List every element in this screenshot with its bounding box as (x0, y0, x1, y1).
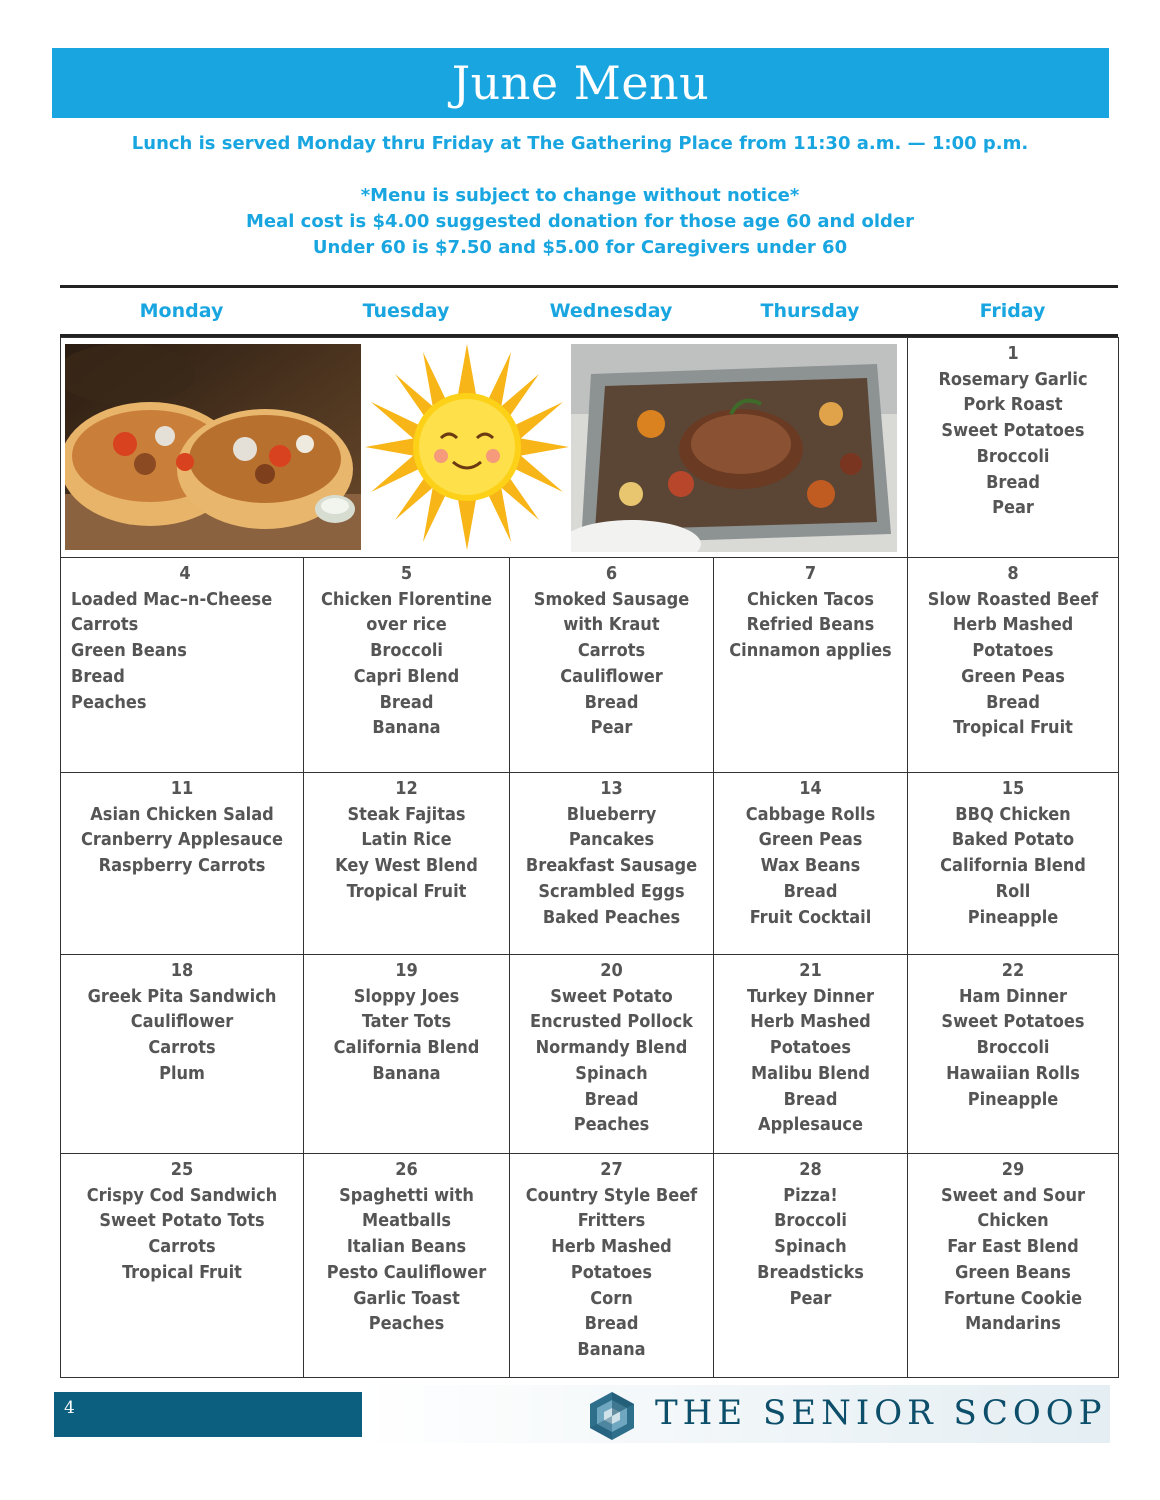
day-cell-28 (714, 1154, 908, 1378)
menu-item: Tropical Fruit (953, 717, 1073, 739)
day-number: 26 (395, 1159, 418, 1180)
menu-item: Applesauce (758, 1114, 863, 1136)
menu-notice-block (0, 183, 1160, 261)
menu-item: Scrambled Eggs (538, 880, 685, 902)
menu-item: Pear (992, 497, 1034, 519)
menu-item: Turkey Dinner (746, 985, 875, 1007)
menu-item: Potatoes (972, 640, 1054, 662)
menu-item: BBQ Chicken (955, 803, 1071, 825)
day-cell-4 (61, 558, 304, 773)
menu-item: Bread (584, 1313, 639, 1335)
menu-item: Pizza! (783, 1184, 838, 1206)
menu-item: Raspberry Carrots (98, 855, 266, 877)
menu-item: Roll (995, 880, 1031, 902)
menu-item: Fritters (577, 1210, 646, 1232)
menu-item: with Kraut (563, 614, 660, 636)
menu-item: Baked Peaches (542, 906, 681, 928)
menu-item: Potatoes (769, 1037, 852, 1059)
day-number: 22 (1001, 960, 1025, 981)
menu-item: California Blend (940, 855, 1086, 877)
menu-item: Green Beans (71, 640, 187, 662)
food-images-cell (61, 338, 908, 558)
weekday-monday: Monday (139, 300, 224, 322)
menu-item: Bread (584, 691, 639, 713)
weekday-thursday: Thursday (760, 300, 860, 322)
day-number: 11 (170, 778, 194, 799)
menu-item: Sweet and Sour (941, 1184, 1085, 1206)
menu-item: Meatballs (361, 1210, 452, 1232)
menu-item: Banana (372, 717, 441, 739)
menu-item: Garlic Toast (353, 1287, 460, 1309)
menu-item: Corn (590, 1287, 633, 1309)
menu-item: Carrots (71, 614, 139, 636)
day-number: 19 (395, 960, 418, 981)
weekday-wednesday: Wednesday (549, 300, 673, 322)
day-cell-5 (304, 558, 510, 773)
menu-item: Pear (590, 717, 633, 739)
day-number: 8 (1007, 563, 1019, 584)
menu-item: Carrots (577, 640, 646, 662)
week-row-3 (61, 955, 1119, 1154)
week-row-1 (61, 558, 1119, 773)
day-cell-7 (714, 558, 908, 773)
menu-item: Pork Roast (963, 394, 1063, 416)
menu-item: Key West Blend (335, 855, 478, 877)
menu-item: Banana (372, 1062, 441, 1084)
menu-item: Spinach (575, 1062, 648, 1084)
menu-item: Banana (577, 1338, 646, 1360)
menu-item: Herb Mashed (551, 1236, 672, 1258)
menu-item: Sweet Potato Tots (99, 1210, 265, 1232)
menu-item: Steak Fajitas (347, 803, 466, 825)
menu-item: Green Peas (758, 829, 863, 851)
day-number: 6 (605, 563, 618, 584)
menu-item: Breadsticks (757, 1261, 864, 1283)
menu-item: Broccoli (774, 1210, 847, 1232)
weekday-tuesday: Tuesday (362, 300, 450, 322)
menu-item: Fruit Cocktail (749, 906, 872, 928)
week-row-2 (61, 773, 1119, 955)
day-number: 15 (1001, 778, 1025, 799)
menu-item: Malibu Blend (751, 1062, 870, 1084)
menu-item: Bread (783, 1088, 838, 1110)
day-cell-13 (510, 773, 714, 955)
menu-change-notice: *Menu is subject to change without notice* (360, 185, 800, 206)
menu-item: Encrusted Pollock (530, 1011, 693, 1033)
menu-item: Ham Dinner (958, 985, 1068, 1007)
day-cell-15 (908, 773, 1119, 955)
day-number: 4 (179, 563, 191, 584)
meal-cost-60-plus: Meal cost is $4.00 suggested donation for those age 60 and older (245, 211, 915, 232)
menu-item: Pancakes (568, 829, 655, 851)
menu-item: Bread (379, 691, 434, 713)
menu-item: Capri Blend (353, 665, 460, 687)
day-cell-8 (908, 558, 1119, 773)
meal-cost-under-60: Under 60 is $7.50 and $5.00 for Caregivers under 60 (312, 237, 848, 258)
menu-item: Refried Beans (746, 614, 875, 636)
menu-item: Sloppy Joes (353, 985, 460, 1007)
menu-item: Spaghetti with (339, 1184, 474, 1206)
menu-item: Broccoli (976, 1037, 1050, 1059)
gyro-tacos-photo (65, 344, 361, 550)
menu-item: Fortune Cookie (943, 1287, 1083, 1309)
week-row-0 (61, 338, 1119, 558)
menu-item: Green Beans (955, 1261, 1071, 1283)
menu-item: Breakfast Sausage (525, 855, 698, 877)
day-cell-19 (304, 955, 510, 1154)
day-cell-1 (908, 338, 1119, 558)
day-cell-20 (510, 955, 714, 1154)
menu-item: Cabbage Rolls (745, 803, 876, 825)
menu-item: Crispy Cod Sandwich (86, 1184, 278, 1206)
menu-item: Country Style Beef (525, 1184, 698, 1206)
menu-item: Baked Potato (951, 829, 1075, 851)
menu-item: Pear (789, 1287, 832, 1309)
weekday-friday: Friday (979, 300, 1046, 322)
menu-item: Chicken Tacos (746, 588, 874, 610)
menu-item: Far East Blend (947, 1236, 1079, 1258)
menu-item: Smoked Sausage (533, 588, 690, 610)
menu-item: Rosemary Garlic (938, 368, 1088, 390)
day-cell-18 (61, 955, 304, 1154)
day-number: 27 (600, 1159, 623, 1180)
week-row-4 (61, 1154, 1119, 1378)
menu-item: Herb Mashed (952, 614, 1074, 636)
day-cell-14 (714, 773, 908, 955)
page-number-bar (54, 1392, 362, 1437)
menu-item: Bread (584, 1088, 639, 1110)
day-number: 14 (799, 778, 822, 799)
day-number: 20 (600, 960, 623, 981)
menu-item: Spinach (774, 1236, 847, 1258)
menu-item: Plum (159, 1062, 205, 1084)
menu-item: California Blend (333, 1037, 480, 1059)
menu-item: Tater Tots (361, 1011, 452, 1033)
menu-item: Greek Pita Sandwich (87, 985, 277, 1007)
menu-item: Cauliflower (130, 1011, 234, 1033)
day-number: 29 (1001, 1159, 1025, 1180)
menu-item: Peaches (573, 1114, 650, 1136)
page-number: 4 (64, 1398, 75, 1418)
day-cell-12 (304, 773, 510, 955)
menu-item: Italian Beans (346, 1236, 467, 1258)
smiling-sun-clipart (361, 340, 573, 554)
menu-item: Bread (783, 880, 838, 902)
menu-item: over rice (366, 614, 447, 636)
day-number: 18 (170, 960, 194, 981)
menu-item: Broccoli (976, 445, 1050, 467)
brand-name: THE SENIOR SCOOP (655, 1393, 1107, 1433)
menu-item: Herb Mashed (750, 1011, 871, 1033)
day-cell-6 (510, 558, 714, 773)
day-cell-21 (714, 955, 908, 1154)
day-cell-26 (304, 1154, 510, 1378)
day-number: 7 (804, 563, 817, 584)
day-number: 12 (395, 778, 418, 799)
menu-item: Chicken (977, 1210, 1049, 1232)
menu-item: Bread (986, 471, 1040, 493)
day-number: 5 (400, 563, 413, 584)
menu-item: Bread (71, 665, 125, 687)
menu-item: Green Peas (961, 665, 1065, 687)
menu-item: Cinnamon applies (729, 640, 892, 662)
menu-grid (60, 337, 1119, 1378)
day-number: 21 (799, 960, 822, 981)
day-cell-25 (61, 1154, 304, 1378)
lunch-hours-text: Lunch is served Monday thru Friday at The Gathering Place from 11:30 a.m. — 1:00 p.m. (131, 133, 1029, 154)
menu-item: Loaded Mac–n-Cheese (71, 588, 273, 610)
menu-item: Sweet Potatoes (941, 420, 1085, 442)
menu-item: Pesto Cauliflower (326, 1261, 487, 1283)
menu-item: Pineapple (967, 1088, 1059, 1110)
menu-item: Cranberry Applesauce (80, 829, 283, 851)
menu-item: Normandy Blend (535, 1037, 688, 1059)
menu-item: Blueberry (566, 803, 657, 825)
menu-item: Tropical Fruit (346, 880, 467, 902)
day-cell-27 (510, 1154, 714, 1378)
menu-item: Carrots (148, 1236, 216, 1258)
day-cell-29 (908, 1154, 1119, 1378)
menu-item: Cauliflower (560, 665, 663, 687)
menu-item: Pineapple (967, 906, 1059, 928)
menu-item: Peaches (368, 1313, 445, 1335)
day-number: 1 (1007, 343, 1019, 364)
page-title: June Menu (451, 56, 710, 110)
menu-item: Peaches (71, 691, 147, 713)
day-cell-22 (908, 955, 1119, 1154)
menu-item: Asian Chicken Salad (90, 803, 274, 825)
menu-item: Bread (986, 691, 1040, 713)
menu-item: Wax Beans (760, 855, 861, 877)
day-number: 28 (799, 1159, 822, 1180)
menu-item: Slow Roasted Beef (927, 588, 1099, 610)
weekday-header (60, 288, 1118, 334)
menu-item: Carrots (148, 1037, 216, 1059)
menu-item: Potatoes (570, 1261, 653, 1283)
pot-roast-photo (571, 344, 897, 552)
day-number: 13 (600, 778, 623, 799)
day-cell-11 (61, 773, 304, 955)
menu-item: Mandarins (965, 1313, 1061, 1335)
menu-item: Broccoli (370, 640, 443, 662)
day-number: 25 (170, 1159, 194, 1180)
senior-scoop-logo (582, 1390, 642, 1442)
menu-item: Chicken Florentine (320, 588, 493, 610)
menu-item: Latin Rice (361, 829, 452, 851)
menu-item: Sweet Potato (550, 985, 673, 1007)
menu-item: Tropical Fruit (122, 1261, 242, 1283)
title-banner (52, 48, 1109, 118)
menu-item: Sweet Potatoes (941, 1011, 1085, 1033)
menu-item: Hawaiian Rolls (946, 1062, 1080, 1084)
